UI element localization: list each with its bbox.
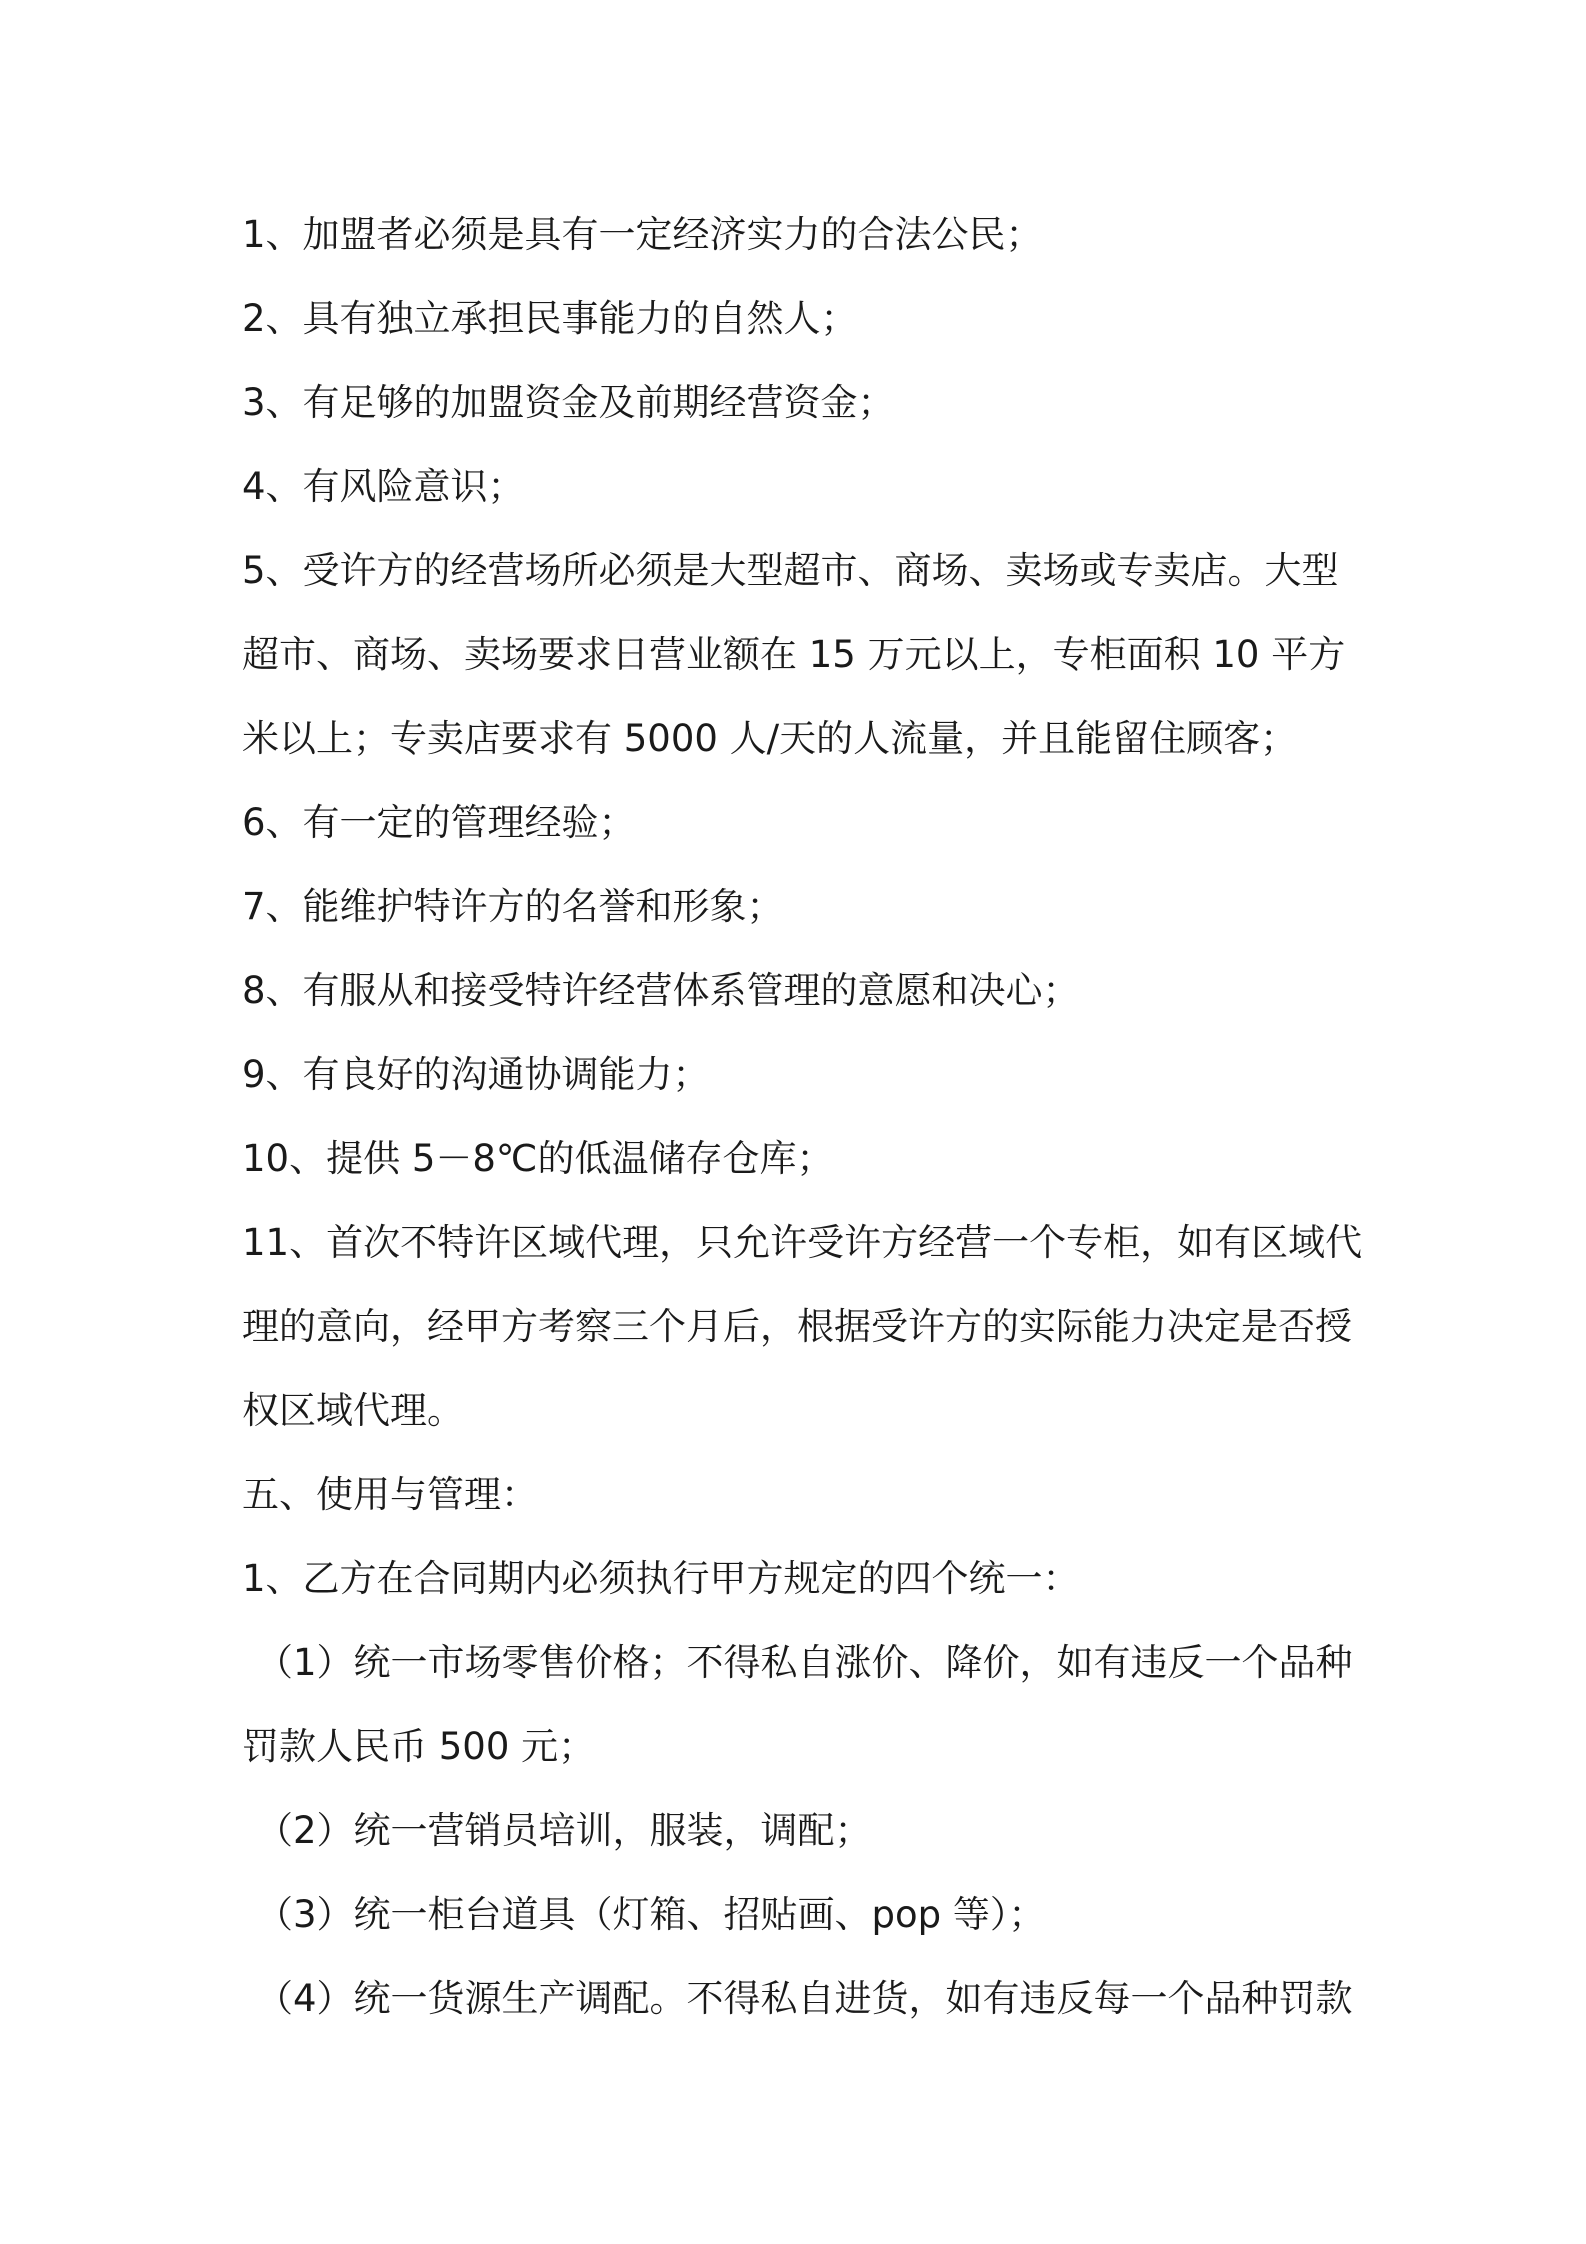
text-line: 6、有一定的管理经验； — [242, 801, 636, 844]
text-line: 11、首次不特许区域代理，只允许受许方经营一个专柜，如有区域代 — [242, 1221, 1362, 1264]
text-line: 3、有足够的加盟资金及前期经营资金； — [242, 381, 895, 424]
text-line: 4、有风险意识； — [242, 465, 525, 508]
text-line: （4）统一货源生产调配。不得私自进货，如有违反每一个品种罚款 — [256, 1977, 1353, 2020]
text-line: 罚款人民币 500 元； — [242, 1725, 596, 1768]
text-line: 米以上；专卖店要求有 5000 人/天的人流量，并且能留住顾客； — [242, 717, 1298, 760]
text-line: （1）统一市场零售价格；不得私自涨价、降价，如有违反一个品种 — [256, 1641, 1353, 1684]
text-line: 超市、商场、卖场要求日营业额在 15 万元以上，专柜面积 10 平方 — [242, 633, 1346, 676]
text-line: 1、加盟者必须是具有一定经济实力的合法公民； — [242, 213, 1043, 256]
text-line: 2、具有独立承担民事能力的自然人； — [242, 297, 858, 340]
document-body — [242, 193, 1362, 2041]
section-heading: 五、使用与管理： — [242, 1473, 538, 1516]
text-line: 理的意向，经甲方考察三个月后，根据受许方的实际能力决定是否授 — [242, 1305, 1352, 1348]
text-line: 7、能维护特许方的名誉和形象； — [242, 885, 784, 928]
text-line: （3）统一柜台道具（灯箱、招贴画、pop 等）； — [256, 1893, 1046, 1936]
text-line: 权区域代理。 — [242, 1389, 464, 1432]
text-line: 5、受许方的经营场所必须是大型超市、商场、卖场或专卖店。大型 — [242, 549, 1339, 592]
text-line: （2）统一营销员培训，服装，调配； — [256, 1809, 872, 1852]
text-line: 8、有服从和接受特许经营体系管理的意愿和决心； — [242, 969, 1080, 1012]
text-line: 9、有良好的沟通协调能力； — [242, 1053, 710, 1096]
text-line: 1、乙方在合同期内必须执行甲方规定的四个统一： — [242, 1557, 1080, 1600]
text-line: 10、提供 5－8℃的低温储存仓库； — [242, 1137, 834, 1180]
